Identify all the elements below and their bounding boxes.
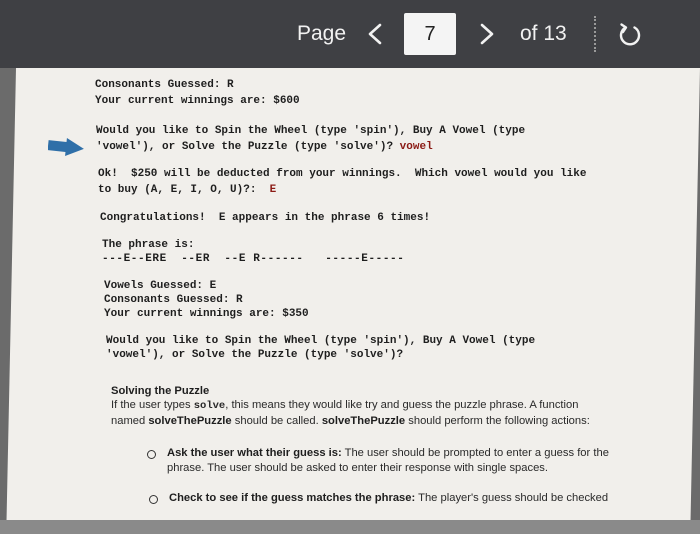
phrase-label: The phrase is:: [102, 239, 195, 251]
chevron-right-icon: [474, 20, 500, 48]
function-name-2: solveThePuzzle: [321, 414, 406, 427]
user-input-letter: E: [269, 184, 277, 196]
bullet-icon: [149, 495, 158, 504]
page-number-input[interactable]: 7: [404, 13, 456, 55]
bullet-1-text: The user should be prompted to enter a guess for the: [341, 447, 609, 459]
vowel-question-line: [98, 182, 276, 198]
section-heading: Solving the Puzzle: [111, 385, 210, 397]
pointer-arrow-icon: [48, 138, 84, 156]
bullet-1-text-2: phrase. The user should be asked to enter their response with single spaces.: [167, 461, 549, 474]
consonants-guessed-line-2: Consonants Guessed: R: [104, 294, 243, 306]
user-input-vowel: vowel: [399, 141, 433, 153]
total-pages-label: of 13: [520, 22, 567, 45]
bullet-1-title: Ask the user what their guess is:: [167, 447, 342, 459]
pdf-toolbar: [0, 0, 700, 68]
bullet-2-title: Check to see if the guess matches the phrase:: [169, 492, 416, 504]
prompt-line-2: [96, 139, 433, 155]
toolbar-divider: [594, 16, 596, 52]
bullet-item-2: [169, 491, 639, 506]
para-text-a: If the user types: [111, 399, 194, 411]
prompt-2-line-2: 'vowel'), or Solve the Puzzle (type 'solve')?: [106, 349, 404, 361]
winnings-line: Your current winnings are: $600: [95, 95, 300, 107]
page-label: Page: [297, 22, 347, 45]
next-page-button[interactable]: [474, 20, 500, 48]
deduction-line: Ok! $250 will be deducted from your winnings. Which vowel would you like: [98, 168, 587, 180]
prompt-2-line-1: Would you like to Spin the Wheel (type 'spin'), Buy A Vowel (type: [106, 335, 536, 347]
para-text-b: , this means they would like try and guess the puzzle phrase. A function: [225, 399, 579, 411]
chevron-left-icon: [362, 20, 388, 48]
consonants-guessed-line: Consonants Guessed: R: [95, 79, 234, 91]
rotate-icon: [615, 20, 645, 50]
bullet-2-text: The player's guess should be checked: [415, 492, 609, 504]
para-text-e: should perform the following actions:: [405, 414, 590, 427]
prompt-line-1: Would you like to Spin the Wheel (type 'spin'), Buy A Vowel (type: [96, 125, 526, 137]
previous-page-button[interactable]: [362, 20, 388, 48]
page-bottom-edge: [0, 520, 700, 534]
bullet-item-1: [167, 446, 637, 475]
function-name-1: solveThePuzzle: [148, 414, 232, 427]
prompt-text: 'vowel'), or Solve the Puzzle (type 'solve')?: [96, 141, 394, 153]
phrase-value: ---E--ERE --ER --E R------ -----E-----: [102, 253, 405, 265]
winnings-line-2: Your current winnings are: $350: [104, 308, 309, 320]
para-text-c: named: [111, 414, 149, 427]
bullet-icon: [147, 450, 156, 459]
rotate-button[interactable]: [615, 20, 645, 50]
para-text-d: should be called.: [231, 414, 322, 427]
vowel-question-text: to buy (A, E, I, O, U)?:: [98, 184, 257, 196]
instructions-paragraph: [111, 398, 621, 428]
inline-code-solve: solve: [193, 400, 226, 412]
vowels-guessed-line: Vowels Guessed: E: [104, 280, 217, 292]
congratulations-line: Congratulations! E appears in the phrase 6 times!: [100, 212, 431, 224]
